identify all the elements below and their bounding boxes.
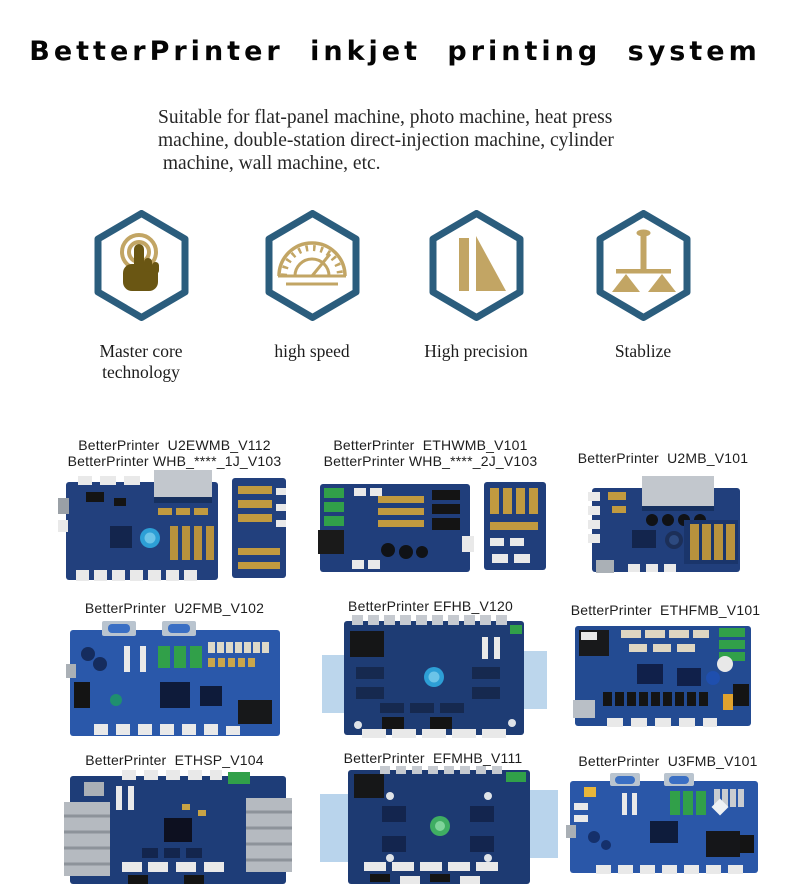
feature-label-line: High precision: [424, 341, 528, 361]
product-label-line: BetterPrinter EFHB_V120: [348, 598, 513, 614]
pcb-photo-u2ewmb: [58, 468, 290, 586]
feature-high-speed: [237, 210, 387, 362]
subtitle-line: machine, wall machine, etc.: [158, 153, 381, 174]
product-label-line: BetterPrinter ETHSP_V104: [85, 752, 264, 768]
pcb-photo-ethsp: [64, 770, 292, 884]
pcb-photo-u2mb: [588, 476, 744, 574]
product-label-u2fmb: [52, 600, 297, 616]
product-label-line: BetterPrinter U2FMB_V102: [84, 600, 265, 616]
set-square-icon: [428, 210, 525, 321]
product-label-line: BetterPrinter ETHFMB_V101: [570, 602, 761, 618]
pcb-photo-ethwmb: [316, 476, 548, 576]
pcb-photo-efhb: [322, 615, 547, 741]
product-label-line: BetterPrinter WHB_****_1J_V103: [67, 453, 282, 469]
feature-label: [401, 341, 551, 362]
speedometer-icon: [264, 210, 361, 321]
touch-finger-icon: [93, 210, 190, 321]
feature-label: [66, 341, 216, 383]
feature-label-line: Master core: [99, 341, 183, 361]
product-label-ethsp: [52, 752, 297, 768]
subtitle-line: machine, double-station direct-injection machine, cylinder: [158, 130, 614, 151]
feature-label-line: high speed: [274, 341, 350, 361]
product-label-ethfmb: [558, 602, 773, 618]
balance-scale-icon: [595, 210, 692, 321]
feature-label-line: technology: [102, 362, 180, 382]
product-label-ethwmb: [308, 437, 553, 469]
product-label-u3fmb: [558, 753, 778, 769]
page-subtitle: [158, 106, 663, 175]
product-label-line: BetterPrinter U2MB_V101: [577, 450, 749, 466]
feature-label: [568, 341, 718, 362]
product-label-efhb: [308, 598, 553, 614]
subtitle-line: Suitable for flat-panel machine, photo machine, heat press: [158, 107, 613, 128]
pcb-photo-efmhb: [320, 766, 558, 884]
page-title: BetterPrinter inkjet printing system: [29, 36, 761, 67]
pcb-photo-u3fmb: [566, 773, 762, 878]
product-label-line: BetterPrinter EFMHB_V111: [343, 750, 523, 766]
feature-master-core: [66, 210, 216, 383]
product-label-efmhb: [308, 750, 558, 766]
product-label-line: BetterPrinter U2EWMB_V112: [78, 437, 271, 453]
product-label-u2mb: [558, 450, 768, 466]
feature-label: [237, 341, 387, 362]
pcb-photo-u2fmb: [66, 620, 284, 744]
product-label-u2ewmb: [52, 437, 297, 469]
product-label-line: BetterPrinter ETHWMB_V101: [333, 437, 528, 453]
product-label-line: BetterPrinter WHB_****_2J_V103: [323, 453, 538, 469]
pcb-photo-ethfmb: [573, 620, 755, 732]
product-label-line: BetterPrinter U3FMB_V101: [578, 753, 758, 769]
feature-stablize: [568, 210, 718, 362]
feature-label-line: Stablize: [614, 341, 672, 361]
feature-high-precision: [401, 210, 551, 362]
